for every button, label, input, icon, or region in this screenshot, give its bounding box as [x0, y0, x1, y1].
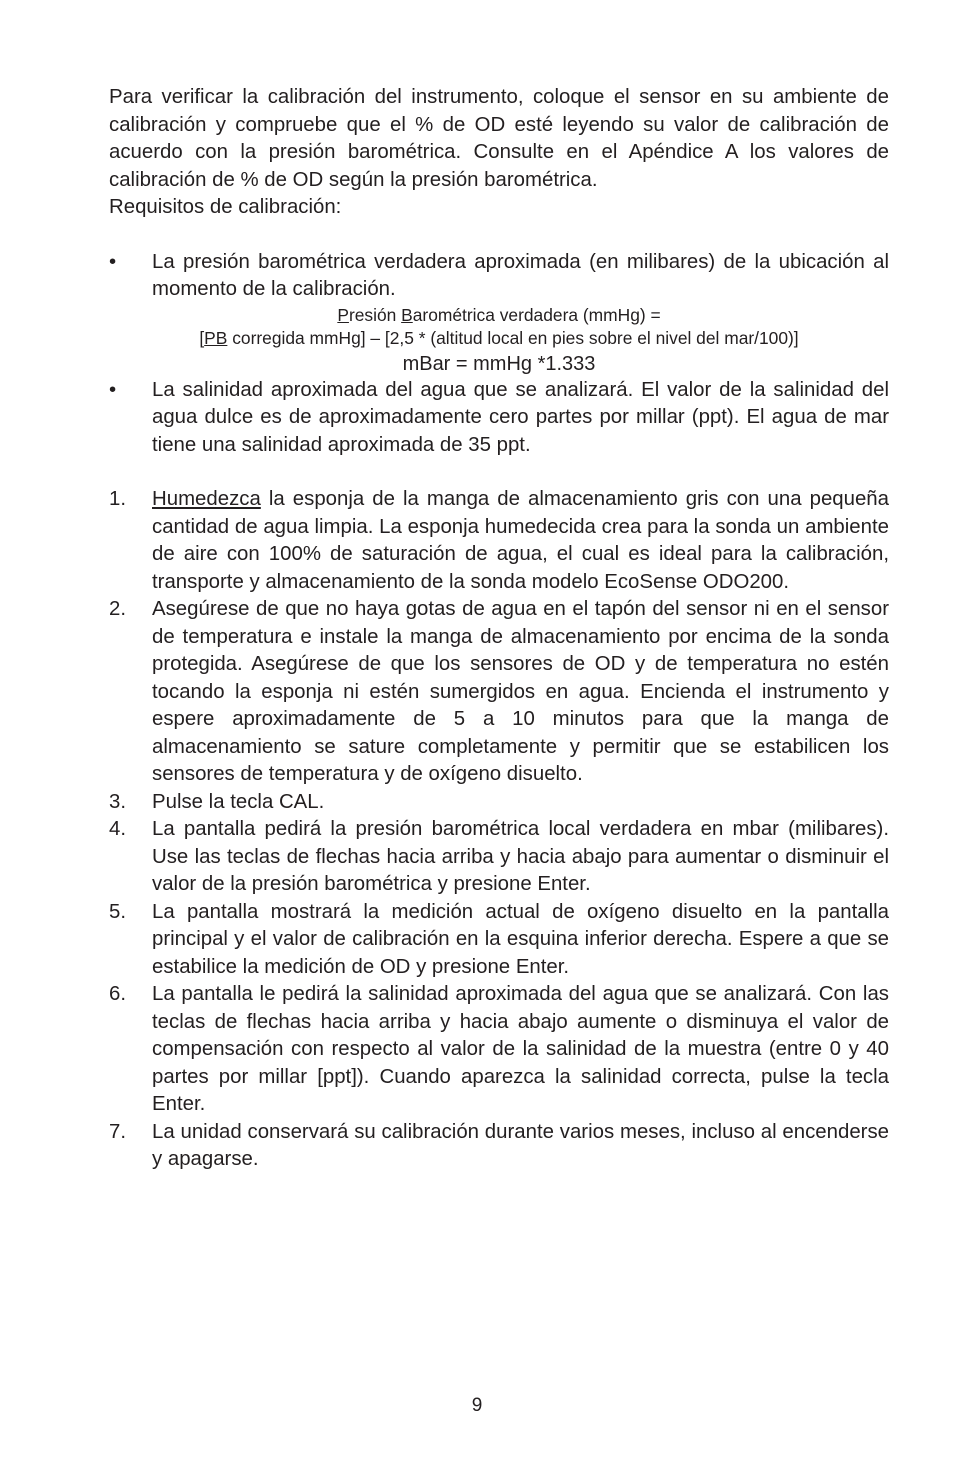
step-number: 2.: [109, 598, 127, 620]
step-1: [109, 486, 889, 596]
formula-line-2: [109, 327, 889, 351]
step-lead-word: Humedezca: [152, 488, 261, 510]
formula-underlined-b: B: [401, 304, 413, 325]
step-number: 1.: [109, 488, 127, 510]
formula-underlined-p: P: [337, 304, 349, 325]
step-4: [109, 816, 889, 899]
step-text: La unidad conservará su calibración durante varios meses, incluso al encenderse y apagarse.: [152, 1120, 889, 1170]
step-number: 6.: [109, 983, 127, 1005]
requirement-bullet-salinity: [109, 377, 889, 460]
step-6: [109, 981, 889, 1119]
spacer: [109, 459, 889, 486]
spacer: [109, 222, 889, 249]
formula-line-3: mBar = mmHg *1.333: [402, 352, 596, 375]
formula-text: arométrica verdadera (mmHg) =: [412, 304, 661, 325]
step-2: [109, 596, 889, 789]
formula-text: resión: [348, 304, 402, 325]
formula-text: [: [199, 328, 205, 348]
requirements-heading: Requisitos de calibración:: [109, 196, 342, 218]
requirement-bullet-pressure: [109, 249, 889, 304]
page-number: 9: [471, 1395, 483, 1416]
step-number: 3.: [109, 790, 127, 813]
step-number: 5.: [109, 900, 127, 923]
intro-paragraph: Para verificar la calibración del instrumento, coloque el sensor en su ambiente de calibración y compruebe que el % de OD esté leyendo su valor de calibración de acuerdo con la presión barométrica. Consulte en el Apéndice A los valores de calibración de % de OD según la presión barométrica.: [109, 86, 889, 191]
page-body: [109, 84, 889, 1174]
requirement-text: La presión barométrica verdadera aproximada (en milibares) de la ubicación al momento de la calibración.: [152, 250, 889, 300]
step-7: [109, 1119, 889, 1174]
step-text: la esponja de la manga de almacenamiento gris con una pequeña cantidad de agua limpia. La esponja humedecida crea para la sonda un ambiente de aire con 100% de saturación de agua, el cual es ideal para la calibración, transporte y almacenamiento de la sonda modelo EcoSense ODO200.: [152, 488, 889, 593]
requirement-text: La salinidad aproximada del agua que se analizará. El valor de la salinidad del agua dulce es de aproximadamente cero partes por millar (ppt). El agua de mar tiene una salinidad aproximada de 35 ppt.: [152, 378, 889, 456]
bullet-marker: •: [109, 378, 117, 401]
step-text: La pantalla le pedirá la salinidad aproximada del agua que se analizará. Con las teclas de flechas hacia arriba y hacia abajo aumente o disminuya el valor de compensación con respecto al valor de la salinidad de la muestra (entre 0 y 40 partes por millar [ppt]). Cuando aparezca la salinidad correcta, pulse la tecla Enter.: [152, 983, 889, 1115]
step-text: Asegúrese de que no haya gotas de agua en el tapón del sensor ni en el sensor de temperatura e instale la manga de almacenamiento por encima de la sonda protegida. Asegúrese de que los sensores de OD y de temperatura no estén tocando la esponja ni estén sumergidos en agua. Encienda el instrumento y espere aproximadamente de 5 a 10 minutos para que la manga de almacenamiento se sature completamente y permitir que se estabilicen los sensores de temperatura y de oxígeno disuelto.: [152, 598, 889, 785]
formula-line-1: [109, 304, 889, 328]
bullet-marker: •: [109, 250, 117, 273]
formula-text: corregida mmHg] – [2,5 * (altitud local en pies sobre el nivel del mar/100)]: [227, 328, 799, 348]
step-number: 7.: [109, 1120, 127, 1143]
step-text: La pantalla mostrará la medición actual de oxígeno disuelto en la pantalla principal y el valor de calibración en la esquina inferior derecha. Espere a que se estabilice la medición de OD y presione Enter.: [152, 900, 889, 978]
step-text: La pantalla pedirá la presión barométrica local verdadera en mbar (milibares). Use las teclas de flechas hacia arriba y hacia abajo para aumentar o disminuir el valor de la presión barométrica y presione Enter.: [152, 818, 889, 895]
step-number: 4.: [109, 818, 127, 840]
step-3: [109, 789, 889, 817]
step-text: Pulse la tecla CAL.: [152, 790, 325, 813]
step-5: [109, 899, 889, 982]
formula-underlined-pb: PB: [204, 328, 228, 348]
